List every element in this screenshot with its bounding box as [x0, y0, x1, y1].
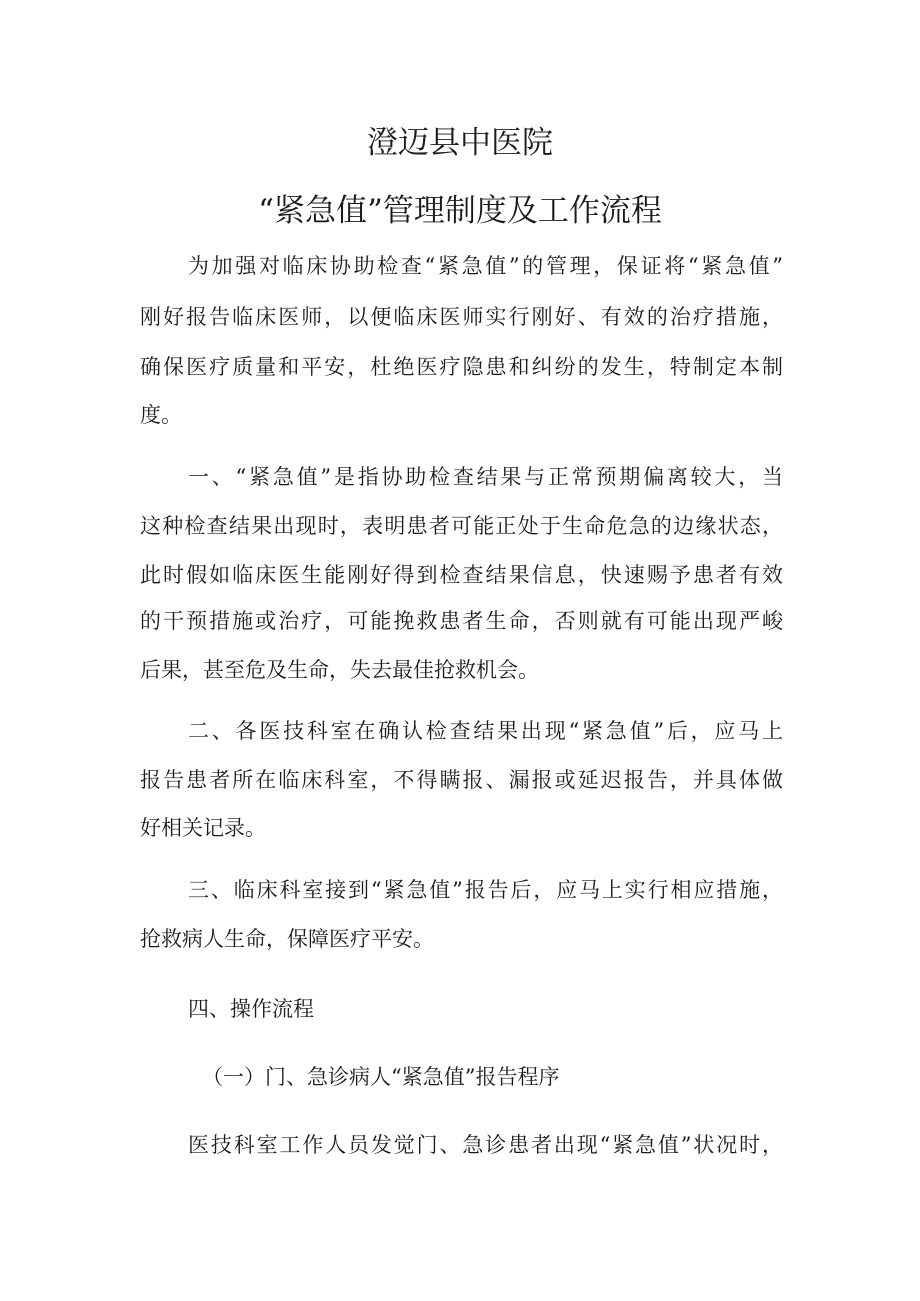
paragraph-intro-line-3: 确保医疗质量和平安，杜绝医疗隐患和纠纷的发生，特制定本制: [140, 355, 783, 379]
paragraph-intro-line-4: 度。: [140, 403, 182, 427]
section-2-line-1: 二、各医技科室在确认检查结果出现“紧急值”后，应马上: [188, 719, 783, 743]
document-title-policy: “紧急值”管理制度及工作流程: [258, 193, 662, 229]
section-1-line-1: 一、“紧急值”是指协助检查结果与正常预期偏离较大，当: [188, 465, 783, 489]
section-3-line-1: 三、临床科室接到“紧急值”报告后，应马上实行相应措施，: [188, 878, 783, 902]
paragraph-intro-line-2: 刚好报告临床医师，以便临床医师实行刚好、有效的治疗措施，: [140, 305, 783, 329]
subsection-1-heading: （一）门、急诊病人“紧急值”报告程序: [202, 1065, 560, 1089]
paragraph-intro-line-1: 为加强对临床协助检查“紧急值”的管理，保证将“紧急值”: [188, 254, 783, 278]
subsection-1-line-1: 医技科室工作人员发觉门、急诊患者出现“紧急值”状况时，: [188, 1133, 783, 1157]
section-2-line-2: 报告患者所在临床科室，不得瞒报、漏报或延迟报告，并具体做: [140, 768, 783, 792]
document-title-hospital: 澄迈县中医院: [367, 125, 553, 161]
section-1-line-2: 这种检查结果出现时，表明患者可能正处于生命危急的边缘状态，: [140, 514, 783, 538]
section-2-line-3: 好相关记录。: [140, 816, 266, 840]
section-1-line-4: 的干预措施或治疗，可能挽救患者生命，否则就有可能出现严峻: [140, 609, 783, 633]
section-1-line-3: 此时假如临床医生能刚好得到检查结果信息，快速赐予患者有效: [140, 563, 783, 587]
section-3-line-2: 抢救病人生命，保障医疗平安。: [140, 927, 434, 951]
section-4-heading: 四、操作流程: [188, 997, 314, 1021]
section-1-line-5: 后果，甚至危及生命，失去最佳抢救机会。: [140, 658, 539, 682]
